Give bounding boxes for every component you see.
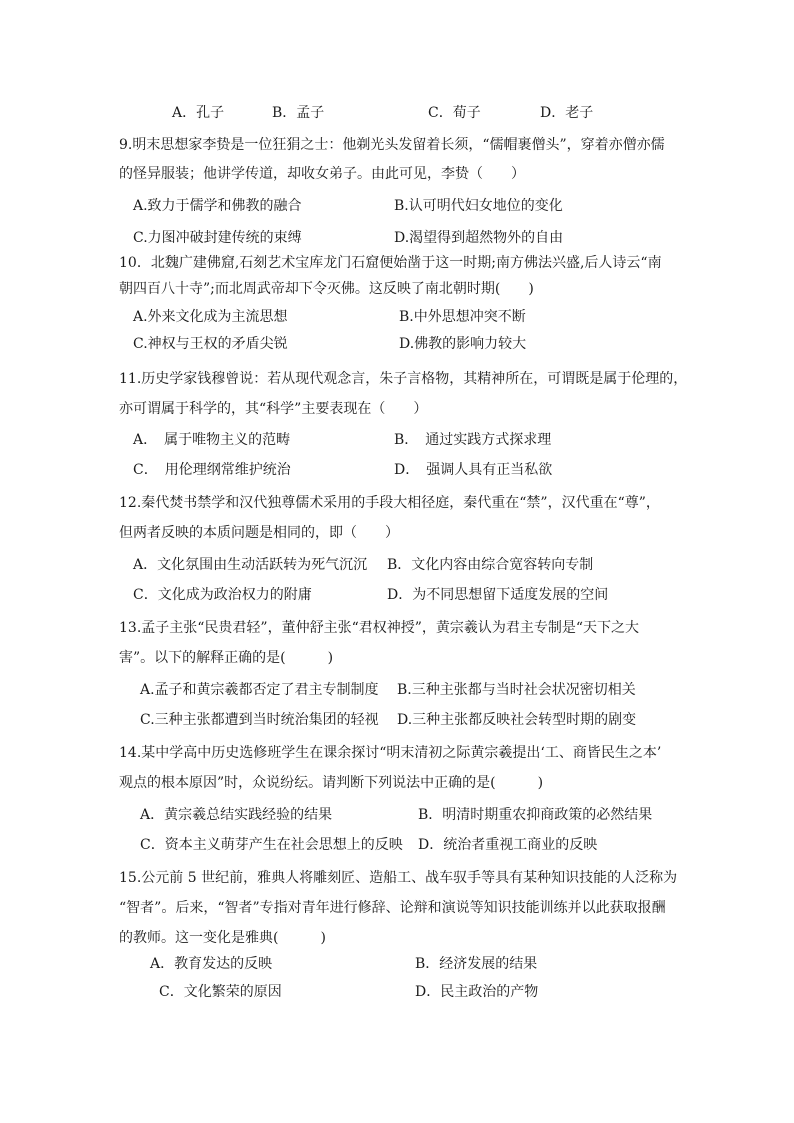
q13-option-a: A.孟子和黄宗羲都否定了君主专制制度 (140, 682, 379, 698)
q9-option-c: C.力图冲破封建传统的束缚 (133, 230, 302, 246)
q10-stem-line-2: 朝四百八十寺”;而北周武帝却下令灭佛。这反映了南北朝时期( ) (119, 281, 534, 297)
q11-stem-line-1: 11.历史学家钱穆曾说：若从现代观念言，朱子言格物，其精神所在，可谓既是属于伦理的， (119, 371, 688, 387)
q14-option-b: B．明清时期重农抑商政策的必然结果 (418, 807, 653, 823)
q10-stem-line-1: 10．北魏广建佛窟,石刻艺术宝库龙门石窟便始凿于这一时期;南方佛法兴盛,后人诗云“南 (119, 255, 662, 271)
q14-stem-line-1: 14.某中学高中历史选修班学生在课余探讨“明末清初之际黄宗羲提出‘工、商皆民生之本’ (119, 745, 662, 761)
q13-option-d: D.三种主张都反映社会转型时期的剧变 (397, 712, 637, 728)
q15-option-b: B．经济发展的结果 (415, 956, 538, 972)
q13-stem-line-1: 13.孟子主张“民贵君轻”，董仲舒主张“君权神授”，黄宗羲认为君主专制是“天下之大 (119, 620, 640, 636)
q15-option-c: C．文化繁荣的原因 (159, 984, 282, 1000)
q12-stem-line-2: 但两者反映的本质问题是相同的，即（ ） (119, 525, 399, 541)
q13-option-c: C.三种主张都遭到当时统治集团的轻视 (140, 712, 379, 728)
q14-stem-line-2: 观点的根本原因”时，众说纷纭。请判断下列说法中正确的是( ) (119, 775, 544, 791)
q9-stem-line-1: 9.明末思想家李贽是一位狂狷之士：他剃光头发留着长须，“儒帽裹僧头”，穿着亦僧亦儒 (119, 137, 665, 153)
q11-option-a: A． 属于唯物主义的范畴 (133, 432, 291, 448)
q9-option-d: D.渴望得到超然物外的自由 (394, 230, 564, 246)
q11-option-d: D． 强调人具有正当私欲 (394, 462, 553, 478)
q10-option-d: D.佛教的影响力较大 (399, 336, 527, 352)
q9-stem-line-2: 的怪异服装；他讲学传道，却收女弟子。由此可见，李贽（ ） (119, 166, 525, 182)
q15-stem-line-1: 15.公元前 5 世纪前，雅典人将雕刻匠、造船工、战车驭手等具有某种知识技能的人泛称为 (119, 870, 678, 886)
q13-option-b: B.三种主张都与当时社会状况密切相关 (397, 682, 636, 698)
q12-option-d: D．为不同思想留下适度发展的空间 (387, 587, 609, 603)
q8-option-b: B．孟子 (272, 105, 325, 121)
q11-option-c: C． 用伦理纲常维护统治 (133, 462, 291, 478)
q10-option-a: A.外来文化成为主流思想 (133, 309, 288, 325)
q15-stem-line-2: “智者”。后来，“智者”专指对青年进行修辞、论辩和演说等知识技能训练并以此获取报酬 (119, 900, 666, 916)
q9-option-b: B.认可明代妇女地位的变化 (394, 198, 563, 214)
q14-option-a: A．黄宗羲总结实践经验的结果 (140, 807, 333, 823)
q11-stem-line-2: 亦可谓属于科学的，其“科学”主要表现在（ ） (119, 401, 428, 417)
q12-stem-line-1: 12.秦代焚书禁学和汉代独尊儒术采用的手段大相径庭，秦代重在“禁”，汉代重在“尊”， (119, 495, 660, 511)
q12-option-a: A．文化氛围由生动活跃转为死气沉沉 (133, 557, 368, 573)
q12-option-b: B．文化内容由综合宽容转向专制 (387, 557, 594, 573)
q8-option-c: C．荀子 (428, 105, 481, 121)
q10-option-c: C.神权与王权的矛盾尖锐 (133, 336, 288, 352)
q15-option-d: D．民主政治的产物 (415, 984, 539, 1000)
q12-option-c: C．文化成为政治权力的附庸 (133, 587, 312, 603)
q8-option-a: A．孔子 (172, 105, 225, 121)
q11-option-b: B． 通过实践方式探求理 (394, 432, 552, 448)
q15-stem-line-3: 的教师。这一变化是雅典( ) (119, 930, 326, 946)
q10-option-b: B.中外思想冲突不断 (399, 309, 526, 325)
q15-option-a: A．教育发达的反映 (150, 956, 273, 972)
q13-stem-line-2: 害”。以下的解释正确的是( ) (119, 650, 334, 666)
q14-option-d: D．统治者重视工商业的反映 (418, 837, 598, 853)
q8-option-d: D．老子 (540, 105, 594, 121)
q9-option-a: A.致力于儒学和佛教的融合 (133, 198, 302, 214)
q14-option-c: C．资本主义萌芽产生在社会思想上的反映 (140, 837, 403, 853)
